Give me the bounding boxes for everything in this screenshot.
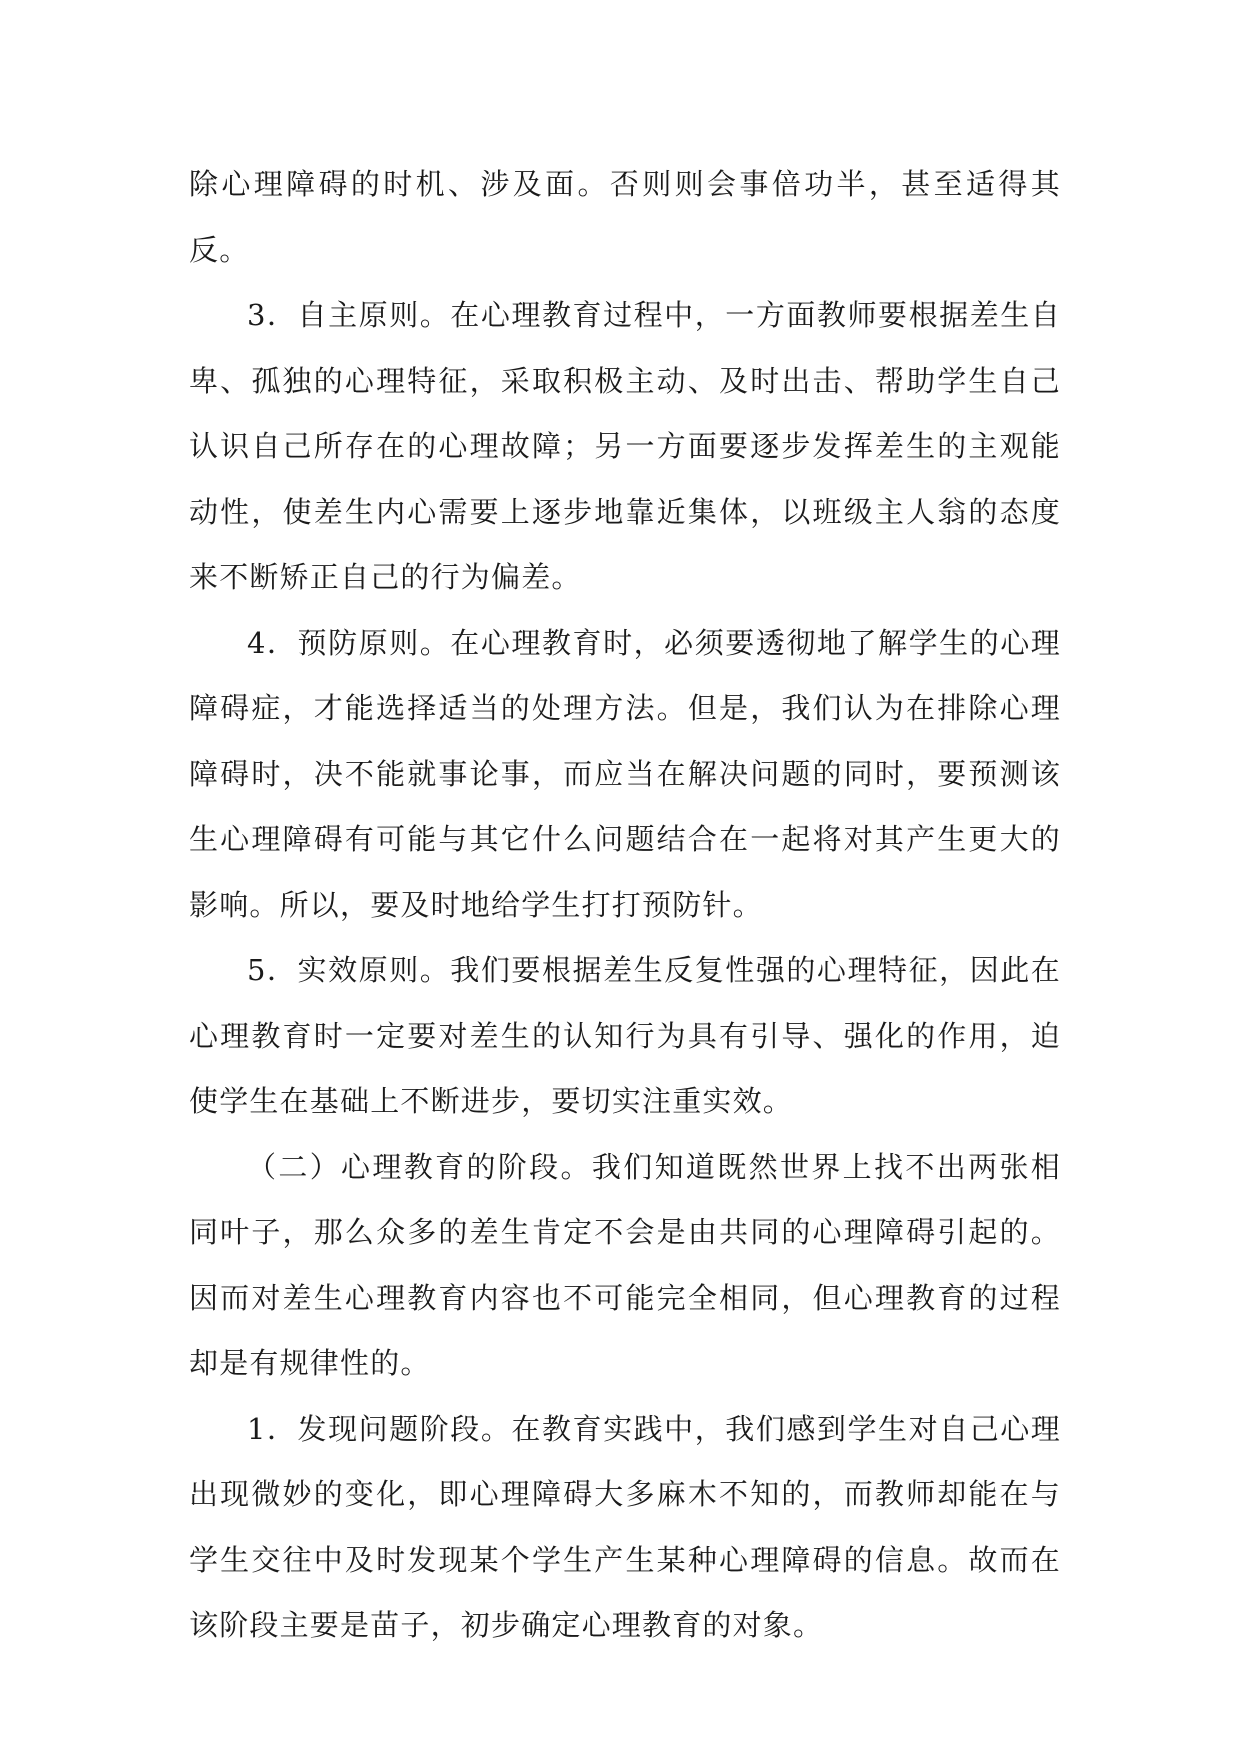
paragraph-prevention-principle: 4．预防原则。在心理教育时，必须要透彻地了解学生的心理障碍症，才能选择适当的处理方法。但是，我们认为在排除心理障碍时，决不能就事论事，而应当在解决问题的同时，要预测该生心理障碍有可能与其它什么问题结合在一起将对其产生更大的影响。所以，要及时地给学生打打预防针。 <box>189 625 1061 922</box>
paragraph-autonomy-principle: 3．自主原则。在心理教育过程中，一方面教师要根据差生自卑、孤独的心理特征，采取积极主动、及时出击、帮助学生自己认识自己所存在的心理故障；另一方面要逐步发挥差生的主观能动性，使差生内心需要上逐步地靠近集体，以班级主人翁的态度来不断矫正自己的行为偏差。 <box>189 298 1061 594</box>
paragraph-discovery-stage: 1．发现问题阶段。在教育实践中，我们感到学生对自己心理出现微妙的变化，即心理障碍大多麻木不知的，而教师却能在与学生交往中及时发现某个学生产生某种心理障碍的信息。故而在该阶段主要是苗子，初步确定心理教育的对象。 <box>189 1411 1061 1642</box>
paragraph-effectiveness-principle: 5．实效原则。我们要根据差生反复性强的心理特征，因此在心理教育时一定要对差生的认知行为具有引导、强化的作用，迫使学生在基础上不断进步，要切实注重实效。 <box>189 953 1061 1118</box>
paragraph-education-stages: （二）心理教育的阶段。我们知道既然世界上找不出两张相同叶子，那么众多的差生肯定不会是由共同的心理障碍引起的。因而对差生心理教育内容也不可能完全相同，但心理教育的过程却是有规律性的。 <box>189 1149 1061 1380</box>
body-text <box>189 152 1061 1659</box>
paragraph-continuation: 除心理障碍的时机、涉及面。否则则会事倍功半，甚至适得其反。 <box>189 167 1061 267</box>
